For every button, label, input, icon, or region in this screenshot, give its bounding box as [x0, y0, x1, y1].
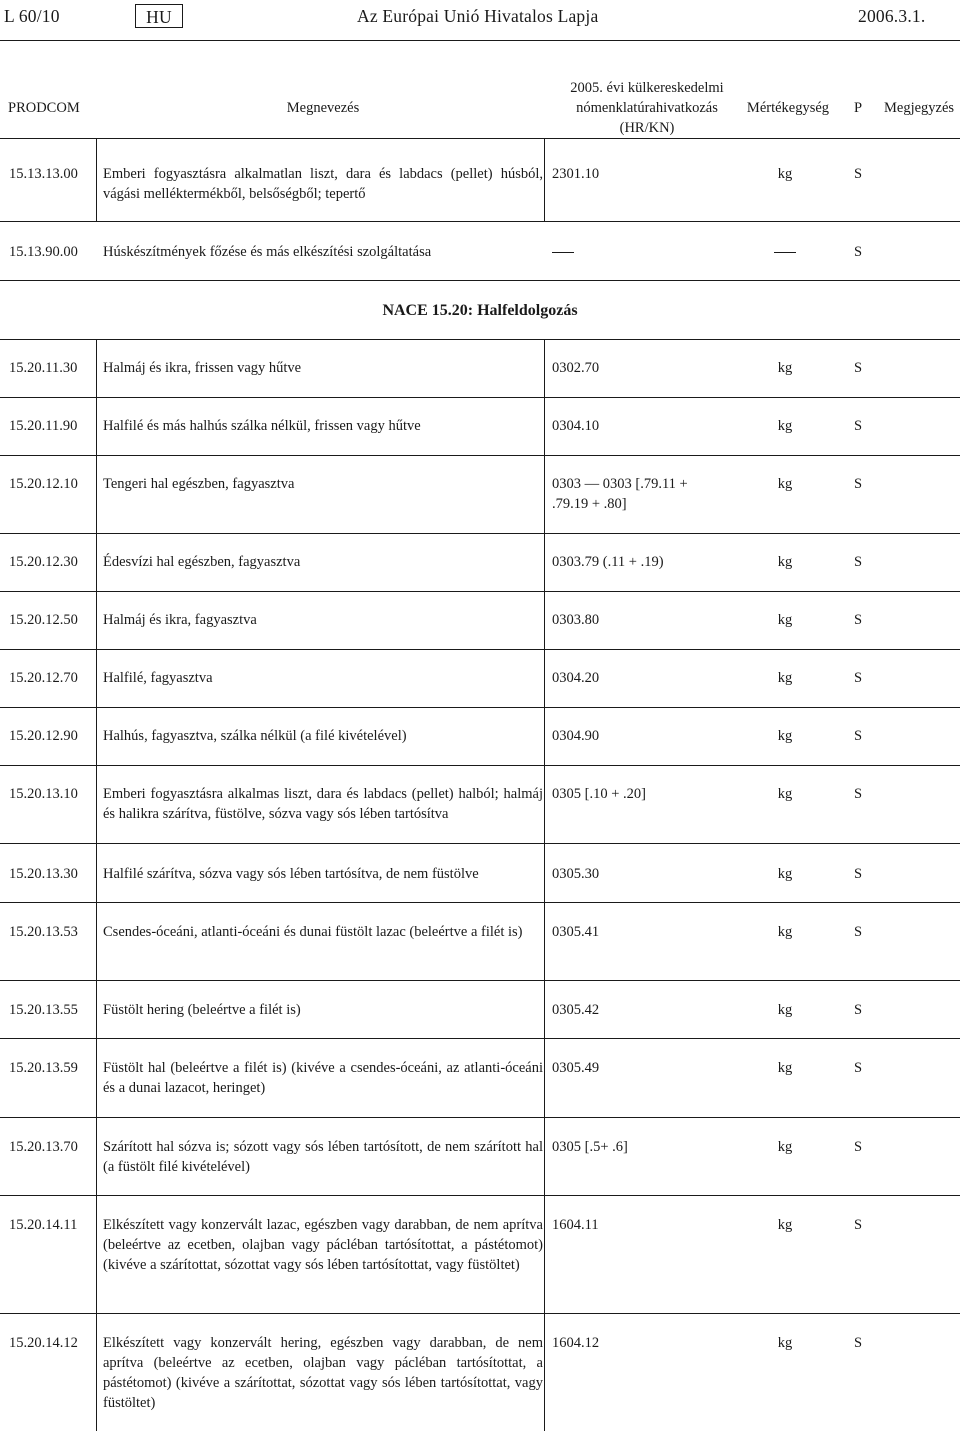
row-rule	[0, 843, 960, 844]
col-unit: Mértékegység	[746, 100, 830, 116]
row-unit: kg	[777, 166, 793, 182]
row-desc: Csendes-óceáni, atlanti-óceáni és dunai füstölt lazac (beleértve a filét is)	[103, 924, 523, 940]
row-code: 15.20.12.90	[9, 728, 78, 744]
row-desc: Halfilé, fagyasztva	[103, 670, 213, 686]
col-divider	[544, 339, 545, 1431]
row-code: 15.20.13.70	[9, 1139, 78, 1155]
row-desc: Füstölt hering (beleértve a filét is)	[103, 1002, 301, 1018]
row-cn: 0303.79 (.11 + .19)	[552, 554, 664, 570]
row-rule	[0, 765, 960, 766]
row-rule	[0, 1117, 960, 1118]
row-code: 15.20.13.10	[9, 786, 78, 802]
row-p: S	[853, 418, 863, 434]
row-rule	[0, 533, 960, 534]
row-code: 15.20.13.30	[9, 866, 78, 882]
row-unit: kg	[777, 1217, 793, 1233]
row-unit: kg	[777, 924, 793, 940]
row-unit: kg	[777, 360, 793, 376]
col-cn	[552, 78, 742, 138]
row-code: 15.20.12.10	[9, 476, 78, 492]
col-divider	[544, 138, 545, 221]
row-desc: Elkészített vagy konzervált hering, egészben vagy darabban, de nem aprítva (beleértve az ecetben, olajban vagy pácléban tartósítottat, a pástétomot) (kivéve a szárítottat, sózottat vagy sós lében tartósítottat, vagy füstöltet)	[103, 1335, 543, 1411]
section-title: NACE 15.20: Halfeldolgozás	[382, 302, 578, 319]
row-cn: 0304.90	[552, 728, 600, 744]
row-rule	[0, 280, 960, 281]
row-rule	[0, 591, 960, 592]
row-unit: kg	[777, 1335, 793, 1351]
row-code: 15.20.13.53	[9, 924, 78, 940]
row-rule	[0, 902, 960, 903]
row-cn: 1604.11	[552, 1217, 599, 1233]
language-badge: HU	[135, 4, 183, 28]
row-p: S	[853, 1060, 863, 1076]
row-rule	[0, 455, 960, 456]
row-desc: Szárított hal sózva is; sózott vagy sós lében tartósított, de nem szárított hal (a füstölt filé kivételével)	[103, 1139, 543, 1175]
row-desc: Halmáj és ikra, frissen vagy hűtve	[103, 360, 302, 376]
row-p: S	[853, 786, 863, 802]
row-rule	[0, 221, 960, 222]
row-desc: Füstölt hal (beleértve a filét is) (kivéve a csendes-óceáni, az atlanti-óceáni és a dunai lazacot, heringet)	[103, 1060, 543, 1096]
row-rule	[0, 397, 960, 398]
row-code: 15.20.13.55	[9, 1002, 78, 1018]
col-name: Megnevezés	[286, 100, 360, 116]
row-desc: Tengeri hal egészben, fagyasztva	[103, 476, 295, 492]
row-unit: kg	[777, 1002, 793, 1018]
row-p: S	[853, 866, 863, 882]
row-cn: 0305 [.10 + .20]	[552, 786, 646, 802]
row-code: 15.20.12.30	[9, 554, 78, 570]
row-unit: kg	[777, 786, 793, 802]
row-code: 15.20.13.59	[9, 1060, 78, 1076]
row-code: 15.20.14.11	[9, 1217, 78, 1233]
row-rule	[0, 707, 960, 708]
row-code: 15.20.12.70	[9, 670, 78, 686]
row-unit: kg	[777, 612, 793, 628]
row-desc: Emberi fogyasztásra alkalmatlan liszt, dara és labdacs (pellet) húsból, vágási melléktermékből, belsőségből; tepertő	[103, 166, 543, 202]
issue-date: 2006.3.1.	[858, 6, 926, 26]
row-code: 15.20.14.12	[9, 1335, 78, 1351]
row-unit: kg	[777, 670, 793, 686]
col-p: P	[853, 100, 863, 116]
row-p: S	[853, 612, 863, 628]
row-p: S	[853, 554, 863, 570]
row-code: 15.13.90.00	[9, 244, 78, 260]
row-unit: kg	[777, 476, 793, 492]
row-cn: 0304.20	[552, 670, 600, 686]
row-code: 15.20.11.30	[9, 360, 78, 376]
row-cn: 0305.49	[552, 1060, 600, 1076]
row-p: S	[853, 1217, 863, 1233]
col-note: Megjegyzés	[884, 100, 955, 116]
row-p: S	[853, 1335, 863, 1351]
col-divider	[96, 339, 97, 1431]
row-rule	[0, 1038, 960, 1039]
row-desc: Halmáj és ikra, fagyasztva	[103, 612, 257, 628]
row-cn: 0303 — 0303 [.79.11 + .79.19 + .80]	[552, 476, 688, 512]
row-unit: kg	[777, 728, 793, 744]
row-desc: Édesvízi hal egészben, fagyasztva	[103, 554, 301, 570]
row-cn: 2301.10	[552, 166, 600, 182]
row-unit: kg	[777, 554, 793, 570]
row-cn: 0302.70	[552, 360, 600, 376]
row-p: S	[853, 670, 863, 686]
page-ref: L 60/10	[4, 6, 60, 26]
row-cn: 0304.10	[552, 418, 600, 434]
row-p: S	[853, 1139, 863, 1155]
col-cn-line2: nómenklatúrahivatkozás	[576, 100, 718, 116]
header-rule	[0, 40, 960, 41]
row-p: S	[853, 728, 863, 744]
row-p: S	[853, 166, 863, 182]
dash-mark	[552, 252, 574, 253]
row-cn: 0305.30	[552, 866, 600, 882]
row-rule	[0, 339, 960, 340]
row-unit: kg	[777, 866, 793, 882]
row-desc: Emberi fogyasztásra alkalmas liszt, dara és labdacs (pellet) halból; halmáj és halikra szárítva, füstölve, sózva vagy sós lében tartósítva	[103, 786, 543, 822]
row-unit: kg	[777, 1060, 793, 1076]
dash-mark	[774, 252, 796, 253]
row-cn: 0305.41	[552, 924, 600, 940]
row-rule	[0, 980, 960, 981]
row-rule	[0, 1195, 960, 1196]
running-header	[0, 4, 960, 30]
row-p: S	[853, 244, 863, 260]
row-rule	[0, 1313, 960, 1314]
row-unit: kg	[777, 418, 793, 434]
row-desc: Halfilé és más halhús szálka nélkül, frissen vagy hűtve	[103, 418, 421, 434]
row-code: 15.20.11.90	[9, 418, 78, 434]
row-unit: kg	[777, 1139, 793, 1155]
row-code: 15.20.12.50	[9, 612, 78, 628]
row-p: S	[853, 1002, 863, 1018]
row-cn: 0305.42	[552, 1002, 600, 1018]
col-prodcom: PRODCOM	[8, 100, 80, 116]
row-desc: Halfilé szárítva, sózva vagy sós lében tartósítva, de nem füstölve	[103, 866, 479, 882]
row-cn: 0303.80	[552, 612, 600, 628]
row-p: S	[853, 924, 863, 940]
row-cn: 0305 [.5+ .6]	[552, 1139, 628, 1155]
row-desc: Húskészítmények főzése és más elkészítési szolgáltatása	[103, 244, 432, 260]
col-cn-line3: (HR/KN)	[619, 120, 675, 136]
row-desc: Elkészített vagy konzervált lazac, egészben vagy darabban, de nem aprítva (beleértve az ecetben, olajban vagy pácléban tartósítottat, a pástétomot) (kivéve a szárítottat, sózottat vagy sós lében tartósítottat, vagy füstöltet)	[103, 1217, 543, 1273]
journal-title: Az Európai Unió Hivatalos Lapja	[357, 6, 599, 26]
row-p: S	[853, 360, 863, 376]
row-p: S	[853, 476, 863, 492]
colhead-rule	[0, 138, 960, 139]
row-code: 15.13.13.00	[9, 166, 78, 182]
col-cn-line1: 2005. évi külkereskedelmi	[570, 80, 724, 96]
row-rule	[0, 649, 960, 650]
row-desc: Halhús, fagyasztva, szálka nélkül (a filé kivételével)	[103, 728, 407, 744]
row-cn: 1604.12	[552, 1335, 600, 1351]
